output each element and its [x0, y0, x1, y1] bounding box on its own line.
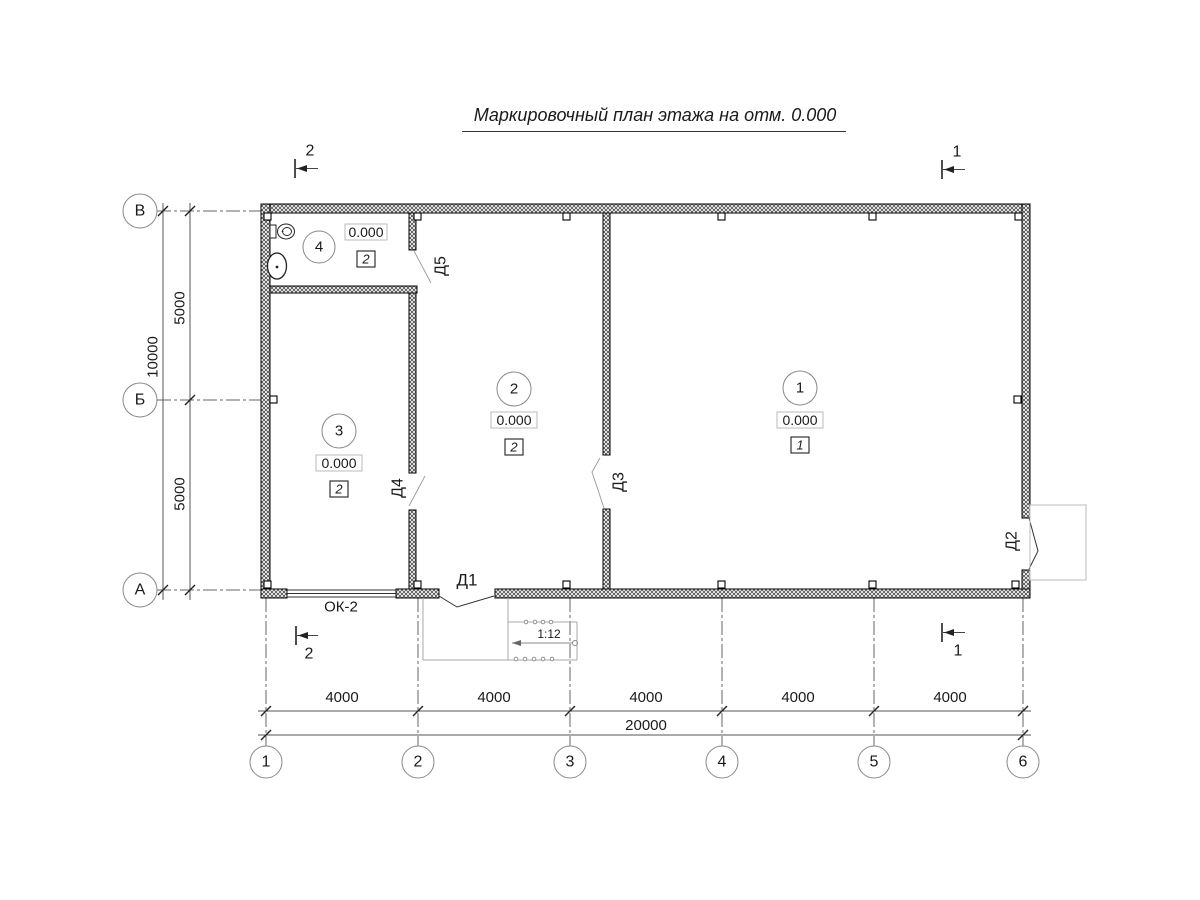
dim-seg-horizontal-1: 4000	[325, 689, 359, 706]
door-label: Д1	[456, 570, 478, 590]
room-number: 2	[509, 380, 519, 398]
entrance-porch-ramp	[423, 598, 578, 661]
room-finish: 2	[335, 481, 343, 497]
ramp-post	[514, 657, 518, 661]
ramp-post	[523, 657, 527, 661]
door-leader	[409, 476, 425, 506]
sink-icon	[268, 253, 287, 279]
axis-bubble-label: Б	[134, 391, 146, 409]
toilet-tank	[270, 225, 276, 238]
ramp-post	[541, 657, 545, 661]
axis-mark	[264, 581, 271, 588]
side-porch-outline	[1030, 505, 1086, 580]
axis-bubble-col-4	[706, 746, 738, 778]
section-mark-2-bottom	[296, 626, 318, 663]
axis-bubble-label: 2	[413, 753, 423, 771]
door-leader	[592, 458, 604, 508]
room-finish: 2	[510, 439, 518, 455]
toilet-bowl	[278, 224, 295, 239]
axis-mark	[264, 213, 271, 220]
wall-right-upper	[1022, 204, 1030, 518]
dim-seg-horizontal-4: 4000	[781, 689, 815, 706]
door-label: Д3	[610, 472, 628, 492]
window-ok2	[287, 590, 396, 616]
axis-mark	[414, 581, 421, 588]
dim-seg-vertical-1: 5000	[171, 291, 189, 325]
page-title: Маркировочный план этажа на отм. 0.000	[473, 105, 837, 125]
ramp-post	[532, 657, 536, 661]
axis-mark	[869, 581, 876, 588]
section-mark-1-bottom	[942, 623, 965, 660]
axis-mark	[270, 396, 277, 403]
ramp-slope-arrowhead	[512, 640, 521, 646]
wall-bottom-1	[261, 589, 287, 598]
room-annotations	[303, 224, 823, 497]
room-elevation: 0.000	[348, 224, 384, 240]
axis-bubble-label: 1	[261, 753, 271, 771]
door-label: Д5	[432, 256, 450, 276]
axis-mark	[1012, 581, 1019, 588]
section-arrow	[944, 629, 954, 636]
dim-seg-horizontal-3: 4000	[629, 689, 663, 706]
window-label: ОК-2	[324, 598, 358, 616]
dim-seg-horizontal-2: 4000	[477, 689, 511, 706]
axis-bubble-col-3	[554, 746, 586, 778]
room-number: 4	[314, 238, 324, 256]
partition-room3-room2-lower	[409, 510, 416, 589]
axis-mark	[718, 581, 725, 588]
wall-axis-marks	[264, 213, 1022, 588]
toilet-icon	[270, 224, 295, 239]
section-arrow	[297, 165, 307, 172]
axis-bubble-row-a	[123, 573, 157, 607]
sink-drain	[276, 266, 279, 269]
axis-mark	[1014, 396, 1021, 403]
axis-bubble-col-6	[1007, 746, 1039, 778]
door-d3	[592, 458, 628, 508]
partition-room4-bottom	[270, 286, 417, 293]
section-arrow	[944, 166, 954, 173]
room-finish: 2	[362, 251, 370, 267]
axis-bubble-row-v	[123, 194, 157, 228]
dim-seg-vertical-2: 5000	[171, 477, 189, 511]
sanitary-fixtures	[268, 224, 295, 279]
ramp-post	[549, 620, 553, 624]
section-marks	[295, 143, 965, 663]
section-label: 1	[952, 143, 962, 161]
ramp-post	[524, 620, 528, 624]
axis-bubble-label: А	[134, 581, 146, 599]
room-finish: 1	[796, 437, 804, 453]
door-d2	[1004, 518, 1039, 569]
door-leaf	[439, 596, 494, 607]
door-label: Д2	[1003, 531, 1021, 551]
axis-mark	[563, 581, 570, 588]
section-label: 2	[305, 142, 315, 160]
doors	[390, 251, 1039, 607]
axis-bubbles	[123, 194, 1039, 778]
ramp-post	[550, 657, 554, 661]
room-number: 3	[334, 422, 344, 440]
room-elevation: 0.000	[782, 412, 818, 428]
axis-mark	[414, 213, 421, 220]
axis-mark	[869, 213, 876, 220]
door-d5	[414, 251, 450, 283]
axis-bubble-label: 5	[869, 753, 879, 771]
room-elevation: 0.000	[496, 412, 532, 428]
room-3-annotation	[316, 414, 362, 497]
axis-bubble-row-b	[123, 383, 157, 417]
axis-mark	[718, 213, 725, 220]
door-d4	[390, 476, 426, 506]
dim-total-horizontal: 20000	[625, 717, 667, 734]
partition-room2-room1-lower	[603, 509, 610, 589]
room-4-annotation	[303, 224, 387, 267]
dim-seg-horizontal-5: 4000	[933, 689, 967, 706]
wall-bottom-3	[495, 589, 1030, 598]
axis-bubble-label: В	[134, 202, 146, 220]
title-block	[462, 105, 846, 132]
room-number: 1	[795, 379, 805, 397]
partition-room3-room2-upper	[409, 293, 416, 473]
axis-mark	[563, 213, 570, 220]
wall-bottom-2	[396, 589, 439, 598]
ramp-post	[541, 620, 545, 624]
dim-total-vertical: 10000	[144, 336, 162, 378]
door-leader	[414, 251, 431, 283]
axis-bubble-label: 6	[1018, 753, 1028, 771]
axis-bubble-col-2	[402, 746, 434, 778]
section-label: 1	[953, 642, 963, 660]
section-mark-2-top	[295, 143, 318, 179]
exterior-walls	[261, 204, 1030, 598]
dimension-lines	[145, 203, 1032, 740]
axis-mark	[1015, 213, 1022, 220]
partition-room2-room1-upper	[603, 213, 610, 455]
toilet-detail	[282, 231, 284, 233]
axis-bubble-col-5	[858, 746, 890, 778]
ramp-post	[533, 620, 537, 624]
section-arrow	[298, 632, 308, 639]
section-mark-1-top	[942, 144, 965, 180]
axis-bubble-col-1	[250, 746, 282, 778]
ramp-slope-label: 1:12	[537, 627, 561, 641]
axis-bubble-label: 4	[717, 753, 727, 771]
wall-top	[261, 204, 1030, 213]
section-label: 2	[304, 645, 314, 663]
axis-bubble-label: 3	[565, 753, 575, 771]
door-label: Д4	[389, 478, 407, 498]
dim-line-geometry	[163, 203, 1031, 735]
room-2-annotation	[491, 372, 537, 455]
room-elevation: 0.000	[321, 455, 357, 471]
room-1-annotation	[777, 371, 823, 453]
door-d1	[439, 571, 494, 608]
